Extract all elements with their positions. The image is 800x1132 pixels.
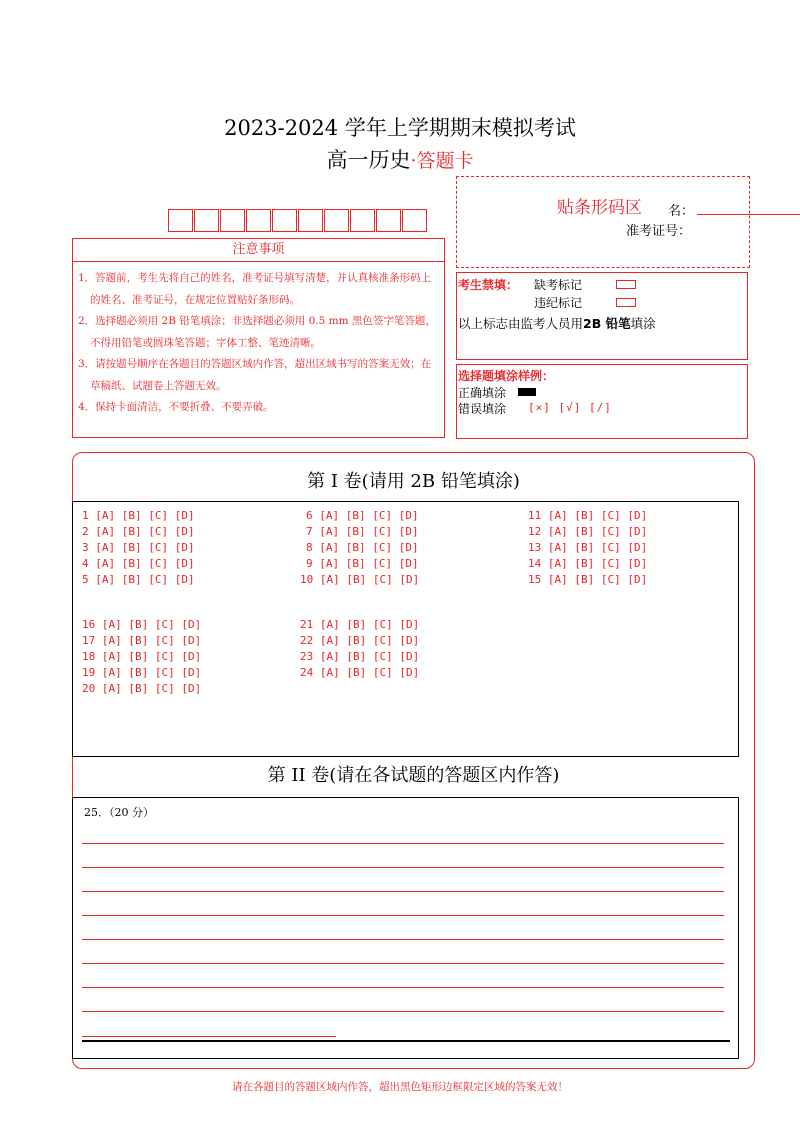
notice-item: 2．选择题必须用 2B 铅笔填涂；非选择题必须用 0.5 mm 黑色签字笔答题，不得用铅笔或圆珠笔答题；字体工整、笔迹清晰。	[78, 315, 436, 349]
notice-item: 1．答题前，考生先将自己的姓名，准考证号填写清楚，并认真核准条形码上的姓名、准考证号，在规定位置贴好条形码。	[78, 272, 432, 306]
answer-line[interactable]	[82, 843, 724, 844]
essay-answer-area[interactable]	[72, 797, 739, 1059]
proctor-note-prefix: 以上标志由监考人员用	[458, 316, 584, 331]
mc-question[interactable]: 6 [A] [B] [C] [D]	[306, 509, 419, 522]
mc-question[interactable]: 9 [A] [B] [C] [D]	[306, 557, 419, 570]
proctor-label: 考生禁填：	[458, 278, 519, 292]
mc-question[interactable]: 3 [A] [B] [C] [D]	[82, 541, 195, 554]
mc-question[interactable]: 1 [A] [B] [C] [D]	[82, 509, 195, 522]
mc-question[interactable]: 10 [A] [B] [C] [D]	[300, 573, 420, 586]
exam-number-label: 准考证号：	[626, 224, 692, 239]
barcode-area	[456, 176, 750, 268]
digit-box[interactable]	[324, 209, 349, 232]
mc-question[interactable]: 11 [A] [B] [C] [D]	[528, 509, 648, 522]
mc-question[interactable]: 21 [A] [B] [C] [D]	[300, 618, 420, 631]
answer-line[interactable]	[82, 987, 724, 988]
mc-question[interactable]: 14 [A] [B] [C] [D]	[528, 557, 648, 570]
absent-mark-label: 缺考标记	[534, 278, 583, 292]
mc-question[interactable]: 5 [A] [B] [C] [D]	[82, 573, 195, 586]
question-25-label: 25．（20 分）	[84, 806, 154, 819]
proctor-note-bold: 2B 铅笔	[583, 316, 631, 331]
volume-1-title: 第 I 卷(请用 2B 铅笔填涂)	[307, 471, 520, 492]
answer-line[interactable]	[82, 1011, 724, 1012]
correct-fill-label: 正确填涂	[458, 386, 507, 400]
mc-question[interactable]: 17 [A] [B] [C] [D]	[82, 634, 202, 647]
answer-sheet-label: ·答题卡	[410, 150, 474, 172]
mc-question[interactable]: 7 [A] [B] [C] [D]	[306, 525, 419, 538]
mc-question[interactable]: 18 [A] [B] [C] [D]	[82, 650, 202, 663]
answer-line[interactable]	[82, 891, 724, 892]
volume-2-title: 第 II 卷(请在各试题的答题区内作答)	[267, 765, 560, 786]
digit-box[interactable]	[168, 209, 193, 232]
exam-subject	[0, 144, 800, 174]
correct-fill-example	[518, 388, 536, 396]
mc-question[interactable]: 19 [A] [B] [C] [D]	[82, 666, 202, 679]
fill-sample-title: 选择题填涂样例：	[458, 369, 555, 383]
digit-box[interactable]	[246, 209, 271, 232]
mc-question[interactable]: 23 [A] [B] [C] [D]	[300, 650, 420, 663]
answer-line[interactable]	[82, 939, 724, 940]
absent-mark-box[interactable]	[616, 280, 636, 289]
subject-name: 高一历史	[326, 148, 411, 172]
answer-line[interactable]	[82, 1036, 336, 1037]
exam-number-boxes	[168, 209, 428, 233]
digit-box[interactable]	[376, 209, 401, 232]
wrong-fill-label: 错误填涂	[458, 402, 507, 416]
digit-box[interactable]	[272, 209, 297, 232]
mc-question[interactable]: 4 [A] [B] [C] [D]	[82, 557, 195, 570]
notice-title: 注意事项	[72, 238, 445, 262]
answer-line[interactable]	[82, 915, 724, 916]
barcode-label: 贴条形码区	[557, 198, 642, 218]
digit-box[interactable]	[402, 209, 427, 232]
notice-item: 3．请按题号顺序在各题目的答题区域内作答，超出区域书写的答案无效；在草稿纸、试题卷上答题无效。	[78, 358, 432, 392]
mc-question[interactable]: 24 [A] [B] [C] [D]	[300, 666, 420, 679]
violation-mark-box[interactable]	[616, 298, 636, 307]
digit-box[interactable]	[220, 209, 245, 232]
mc-question[interactable]: 8 [A] [B] [C] [D]	[306, 541, 419, 554]
notice-item: 4．保持卡面清洁，不要折叠、不要弄破。	[78, 401, 274, 413]
mc-question[interactable]: 12 [A] [B] [C] [D]	[528, 525, 648, 538]
violation-mark-label: 违纪标记	[534, 296, 583, 310]
digit-box[interactable]	[298, 209, 323, 232]
mc-question[interactable]: 15 [A] [B] [C] [D]	[528, 573, 648, 586]
answer-line[interactable]	[82, 963, 724, 964]
digit-box[interactable]	[194, 209, 219, 232]
mc-question[interactable]: 16 [A] [B] [C] [D]	[82, 618, 202, 631]
exam-title: 2023-2024 学年上学期期末模拟考试	[224, 116, 576, 140]
footer-warning: 请在各题目的答题区域内作答，超出黑色矩形边框限定区域的答案无效！	[232, 1081, 568, 1093]
notice-list	[78, 268, 440, 419]
wrong-fill-examples: [×] [√] [/]	[528, 401, 612, 414]
name-label: 名：	[668, 204, 695, 219]
proctor-note	[458, 314, 656, 332]
mc-question[interactable]: 22 [A] [B] [C] [D]	[300, 634, 420, 647]
answer-area-bottom-rule	[82, 1040, 730, 1042]
mc-question[interactable]: 2 [A] [B] [C] [D]	[82, 525, 195, 538]
name-field[interactable]	[697, 214, 800, 215]
digit-box[interactable]	[350, 209, 375, 232]
mc-question[interactable]: 13 [A] [B] [C] [D]	[528, 541, 648, 554]
mc-question[interactable]: 20 [A] [B] [C] [D]	[82, 682, 202, 695]
proctor-note-suffix: 填涂	[630, 316, 656, 331]
answer-line[interactable]	[82, 867, 724, 868]
